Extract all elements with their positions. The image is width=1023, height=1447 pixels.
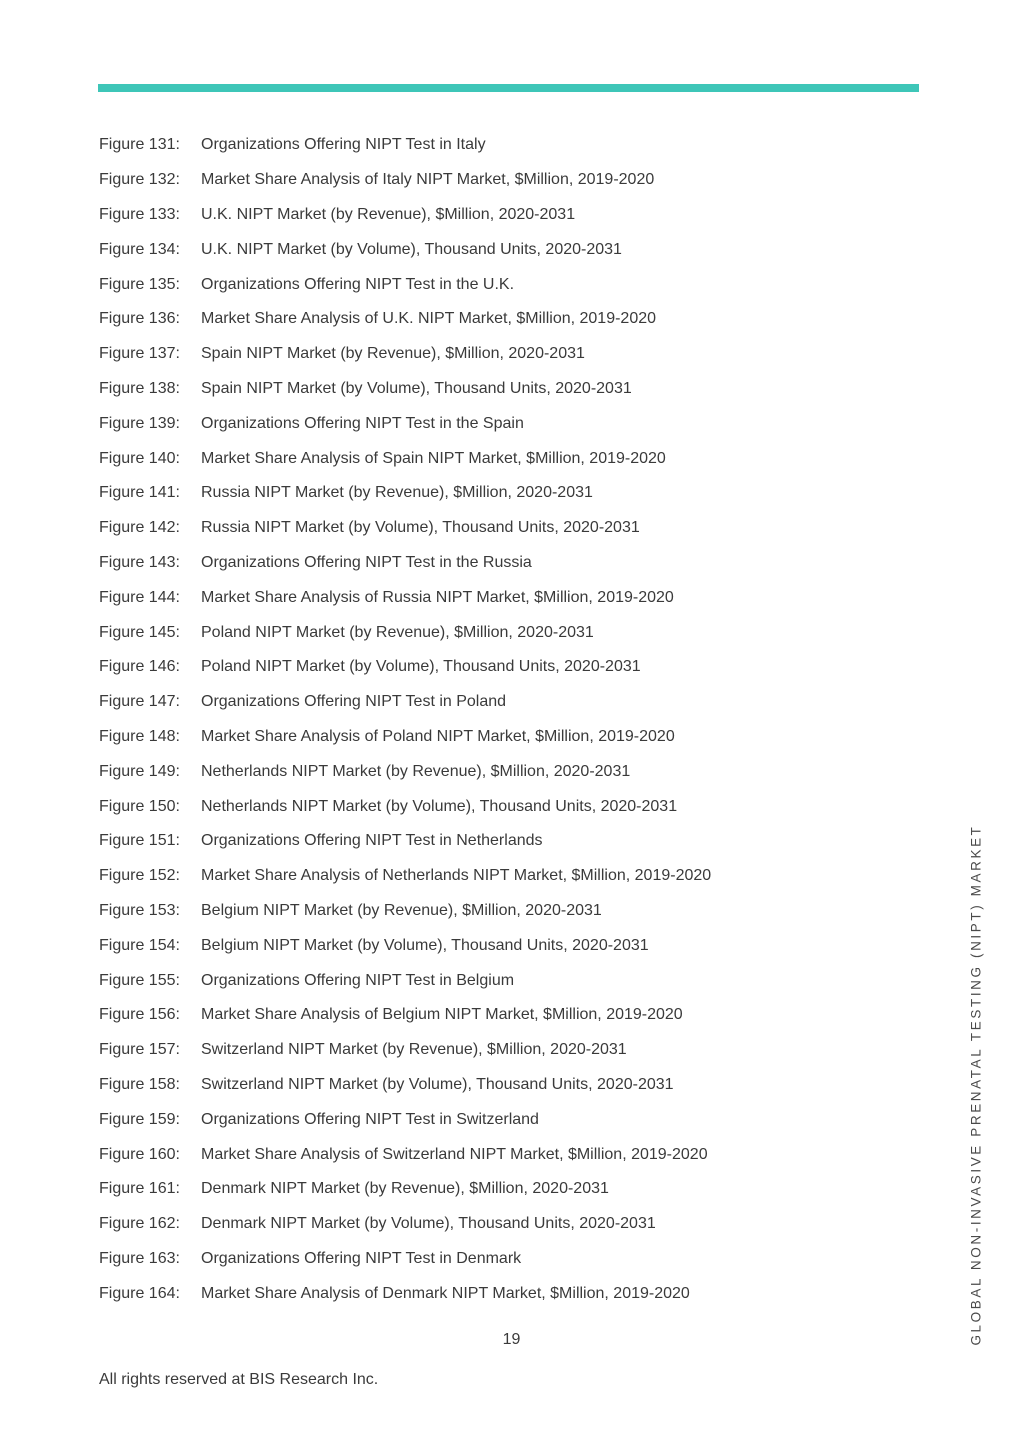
figure-title: Market Share Analysis of Spain NIPT Market, $Million, 2019-2020 bbox=[201, 449, 666, 467]
figure-list-item bbox=[99, 406, 711, 441]
figure-number: Figure 157: bbox=[99, 1041, 180, 1059]
figure-list-item bbox=[99, 685, 711, 720]
figure-number: Figure 153: bbox=[99, 901, 180, 919]
figure-title: Organizations Offering NIPT Test in Belgium bbox=[201, 971, 515, 989]
figure-list-item bbox=[99, 232, 711, 267]
figure-title: Market Share Analysis of Russia NIPT Market, $Million, 2019-2020 bbox=[201, 588, 674, 606]
figure-title: Belgium NIPT Market (by Volume), Thousand Units, 2020-2031 bbox=[201, 936, 649, 954]
figure-title: Market Share Analysis of Netherlands NIPT Market, $Million, 2019-2020 bbox=[201, 867, 712, 885]
figure-number: Figure 134: bbox=[99, 240, 180, 258]
figure-title: Denmark NIPT Market (by Volume), Thousand Units, 2020-2031 bbox=[201, 1215, 656, 1233]
figure-list-item bbox=[99, 1276, 711, 1311]
figure-title: Market Share Analysis of Denmark NIPT Market, $Million, 2019-2020 bbox=[201, 1284, 690, 1302]
figure-title: Organizations Offering NIPT Test in Italy bbox=[201, 136, 486, 154]
figure-list-item bbox=[99, 859, 711, 894]
figure-list-item bbox=[99, 928, 711, 963]
figure-number: Figure 146: bbox=[99, 658, 180, 676]
figure-number: Figure 139: bbox=[99, 414, 180, 432]
figure-title: Organizations Offering NIPT Test in Netherlands bbox=[201, 832, 543, 850]
figure-list-item bbox=[99, 1137, 711, 1172]
figure-title: Belgium NIPT Market (by Revenue), $Million, 2020-2031 bbox=[201, 901, 602, 919]
figure-list-item bbox=[99, 511, 711, 546]
figure-title: Organizations Offering NIPT Test in Poland bbox=[201, 693, 507, 711]
figure-title: U.K. NIPT Market (by Volume), Thousand Units, 2020-2031 bbox=[201, 240, 622, 258]
figure-list-item bbox=[99, 267, 711, 302]
figure-number: Figure 135: bbox=[99, 275, 180, 293]
figure-title: Market Share Analysis of Belgium NIPT Market, $Million, 2019-2020 bbox=[201, 1006, 683, 1024]
figure-list-item bbox=[99, 998, 711, 1033]
figure-title: Netherlands NIPT Market (by Volume), Thousand Units, 2020-2031 bbox=[201, 797, 678, 815]
figure-title: U.K. NIPT Market (by Revenue), $Million, 2020-2031 bbox=[201, 205, 576, 223]
figure-title: Spain NIPT Market (by Volume), Thousand Units, 2020-2031 bbox=[201, 379, 632, 397]
figure-number: Figure 137: bbox=[99, 345, 180, 363]
figure-number: Figure 160: bbox=[99, 1145, 180, 1163]
figure-title: Spain NIPT Market (by Revenue), $Million, 2020-2031 bbox=[201, 345, 585, 363]
figure-number: Figure 149: bbox=[99, 762, 180, 780]
figure-list-item bbox=[99, 1172, 711, 1207]
figure-number: Figure 148: bbox=[99, 727, 180, 745]
figure-title: Russia NIPT Market (by Volume), Thousand Units, 2020-2031 bbox=[201, 519, 640, 537]
figure-list-item bbox=[99, 476, 711, 511]
figure-list-item bbox=[99, 1102, 711, 1137]
figure-number: Figure 155: bbox=[99, 971, 180, 989]
figure-number: Figure 162: bbox=[99, 1215, 180, 1233]
figure-list-item bbox=[99, 1242, 711, 1277]
figure-title: Switzerland NIPT Market (by Volume), Thousand Units, 2020-2031 bbox=[201, 1075, 674, 1093]
figure-number: Figure 133: bbox=[99, 205, 180, 223]
figure-number: Figure 143: bbox=[99, 553, 180, 571]
figure-title: Poland NIPT Market (by Volume), Thousand Units, 2020-2031 bbox=[201, 658, 641, 676]
figure-number: Figure 144: bbox=[99, 588, 180, 606]
figure-list-item bbox=[99, 580, 711, 615]
figure-title: Organizations Offering NIPT Test in Switzerland bbox=[201, 1110, 539, 1128]
figure-number: Figure 156: bbox=[99, 1006, 180, 1024]
figure-list-item bbox=[99, 824, 711, 859]
figure-title: Market Share Analysis of Poland NIPT Market, $Million, 2019-2020 bbox=[201, 727, 675, 745]
list-of-figures bbox=[99, 128, 711, 1311]
figure-title: Organizations Offering NIPT Test in the Russia bbox=[201, 553, 532, 571]
figure-number: Figure 131: bbox=[99, 136, 180, 154]
figure-number: Figure 140: bbox=[99, 449, 180, 467]
figure-number: Figure 138: bbox=[99, 379, 180, 397]
figure-list-item bbox=[99, 963, 711, 998]
figure-list-item bbox=[99, 1068, 711, 1103]
figure-number: Figure 164: bbox=[99, 1284, 180, 1302]
figure-number: Figure 145: bbox=[99, 623, 180, 641]
figure-list-item bbox=[99, 441, 711, 476]
figure-number: Figure 151: bbox=[99, 832, 180, 850]
figure-title: Organizations Offering NIPT Test in the Spain bbox=[201, 414, 524, 432]
figure-title: Organizations Offering NIPT Test in Denmark bbox=[201, 1249, 522, 1267]
figure-number: Figure 136: bbox=[99, 310, 180, 328]
figure-list-item bbox=[99, 163, 711, 198]
figure-title: Market Share Analysis of Italy NIPT Market, $Million, 2019-2020 bbox=[201, 171, 655, 189]
figure-number: Figure 159: bbox=[99, 1110, 180, 1128]
figure-list-item bbox=[99, 789, 711, 824]
report-side-title: GLOBAL NON-INVASIVE PRENATAL TESTING (NIPT) MARKET bbox=[968, 824, 984, 1346]
figure-title: Russia NIPT Market (by Revenue), $Million, 2020-2031 bbox=[201, 484, 593, 502]
figure-title: Netherlands NIPT Market (by Revenue), $Million, 2020-2031 bbox=[201, 762, 631, 780]
figure-number: Figure 147: bbox=[99, 693, 180, 711]
figure-list-item bbox=[99, 1033, 711, 1068]
figure-list-item bbox=[99, 615, 711, 650]
figure-number: Figure 154: bbox=[99, 936, 180, 954]
figure-number: Figure 132: bbox=[99, 171, 180, 189]
figure-number: Figure 142: bbox=[99, 519, 180, 537]
figure-title: Denmark NIPT Market (by Revenue), $Million, 2020-2031 bbox=[201, 1180, 609, 1198]
figure-number: Figure 150: bbox=[99, 797, 180, 815]
figure-list-item bbox=[99, 302, 711, 337]
figure-list-item bbox=[99, 754, 711, 789]
figure-list-item bbox=[99, 337, 711, 372]
figure-number: Figure 158: bbox=[99, 1075, 180, 1093]
figure-number: Figure 163: bbox=[99, 1249, 180, 1267]
figure-number: Figure 152: bbox=[99, 867, 180, 885]
figure-list-item bbox=[99, 1207, 711, 1242]
figure-list-item bbox=[99, 720, 711, 755]
figure-title: Poland NIPT Market (by Revenue), $Million, 2020-2031 bbox=[201, 623, 594, 641]
figure-list-item bbox=[99, 546, 711, 581]
header-accent-bar bbox=[98, 84, 919, 92]
figure-title: Market Share Analysis of Switzerland NIPT Market, $Million, 2019-2020 bbox=[201, 1145, 708, 1163]
figure-list-item bbox=[99, 372, 711, 407]
figure-list-item bbox=[99, 894, 711, 929]
figure-list-item bbox=[99, 198, 711, 233]
figure-list-item bbox=[99, 128, 711, 163]
figure-title: Market Share Analysis of U.K. NIPT Market, $Million, 2019-2020 bbox=[201, 310, 657, 328]
figure-list-item bbox=[99, 650, 711, 685]
figure-number: Figure 141: bbox=[99, 484, 180, 502]
figure-number: Figure 161: bbox=[99, 1180, 180, 1198]
figure-title: Organizations Offering NIPT Test in the U.K. bbox=[201, 275, 515, 293]
copyright-footer: All rights reserved at BIS Research Inc. bbox=[99, 1371, 379, 1388]
page-number: 19 bbox=[502, 1331, 521, 1348]
figure-title: Switzerland NIPT Market (by Revenue), $Million, 2020-2031 bbox=[201, 1041, 627, 1059]
